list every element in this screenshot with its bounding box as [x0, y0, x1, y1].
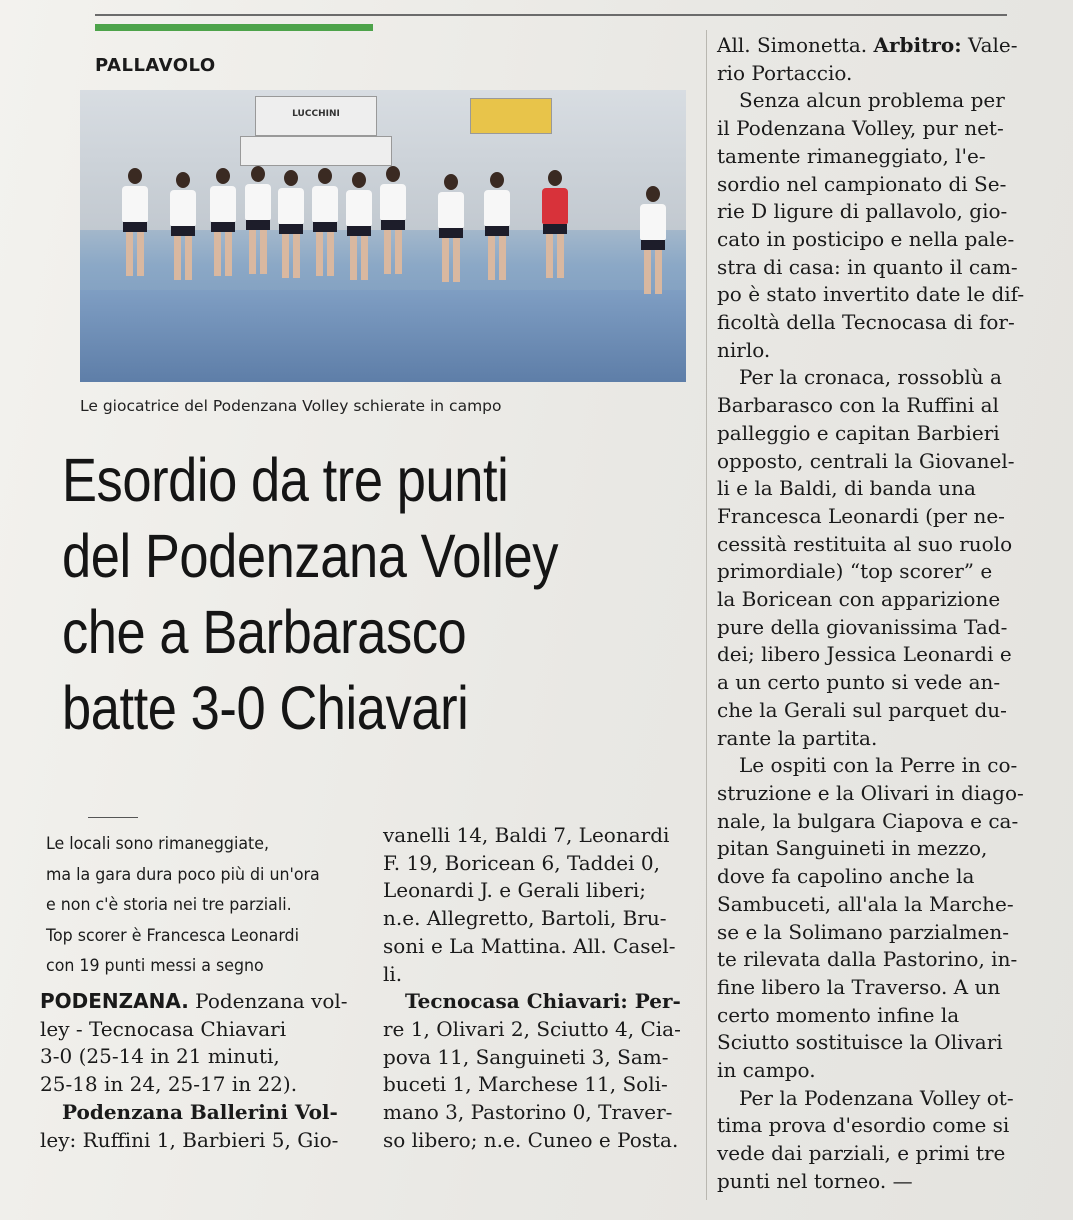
body-line: All. Simonetta. Arbitro: Vale- — [717, 33, 1018, 57]
body-line: mano 3, Pastorino 0, Traver- — [383, 1100, 673, 1125]
body-line: Barbarasco con la Ruffini al — [717, 393, 999, 418]
body-line: rie D ligure di pallavolo, gio- — [717, 199, 1008, 224]
body-line: dei; libero Jessica Leonardi e — [717, 642, 1012, 667]
body-line: Sambuceti, all'ala la Marche- — [717, 891, 1014, 916]
photo-floor — [80, 290, 686, 382]
body-line: pova 11, Sanguineti 3, Sam- — [383, 1044, 669, 1069]
body-line: nirlo. — [717, 337, 771, 362]
player-figure — [122, 168, 148, 276]
body-line: Senza alcun problema per — [739, 88, 1005, 113]
photo-caption: Le giocatrice del Podenzana Volley schierate in campo — [80, 397, 502, 415]
subhead-line: Top scorer è Francesca Leonardi — [46, 925, 299, 946]
player-figure — [312, 168, 338, 276]
section-label: PALLAVOLO — [95, 55, 216, 76]
body-line: n.e. Allegretto, Bartoli, Bru- — [383, 906, 667, 931]
body-line: stra di casa: in quanto il cam- — [717, 254, 1018, 279]
player-figure — [484, 172, 510, 280]
team-photo — [80, 90, 686, 382]
player-figure — [640, 186, 666, 294]
subhead-rule — [88, 817, 138, 818]
body-line: Le ospiti con la Perre in co- — [739, 753, 1018, 778]
body-line: Per la Podenzana Volley ot- — [739, 1085, 1014, 1110]
body-line: so libero; n.e. Cuneo e Posta. — [383, 1127, 679, 1152]
team-name-line: Podenzana Ballerini Vol- — [62, 1099, 338, 1124]
body-line: punti nel torneo. — — [717, 1168, 913, 1193]
player-figure — [278, 170, 304, 278]
body-line: Leonardi J. e Gerali liberi; — [383, 878, 647, 903]
photo-logo-banner — [470, 98, 552, 134]
dateline: PODENZANA. — [40, 989, 189, 1013]
body-line: soni e La Mattina. All. Casel- — [383, 933, 676, 958]
body-line: struzione e la Olivari in diago- — [717, 780, 1024, 805]
subhead-line: ma la gara dura poco più di un'ora — [46, 864, 320, 885]
body-line: cato in posticipo e nella pale- — [717, 226, 1015, 251]
player-figure-libero — [542, 170, 568, 278]
article-column-2 — [383, 822, 695, 1154]
body-line: vede dai parziali, e primi tre — [717, 1141, 1006, 1166]
photo-banner-text: LUCCHINI — [292, 109, 340, 119]
body-line: ley - Tecnocasa Chiavari — [40, 1016, 287, 1041]
player-figure — [438, 174, 464, 282]
body-line: pure della giovanissima Tad- — [717, 614, 1008, 639]
referee-label: Arbitro: — [873, 33, 962, 57]
article-column-1 — [40, 988, 350, 1154]
body-line: sordio nel campionato di Se- — [717, 171, 1007, 196]
top-rule — [95, 14, 1007, 16]
headline-line: Esordio da tre punti — [62, 446, 509, 514]
body-line: primordiale) “top scorer” e — [717, 559, 993, 584]
body-line: in campo. — [717, 1058, 816, 1083]
body-line: la Boricean con apparizione — [717, 587, 1001, 612]
body-line: Francesca Leonardi (per ne- — [717, 503, 1005, 528]
body-line: 3-0 (25-14 in 21 minuti, — [40, 1044, 280, 1069]
section-color-bar — [95, 24, 373, 31]
body-line: Sciutto sostituisce la Olivari — [717, 1030, 1003, 1055]
subheadline — [46, 829, 344, 982]
column-divider — [706, 30, 707, 1200]
subhead-line: e non c'è storia nei tre parziali. — [46, 895, 292, 915]
article-column-3 — [717, 32, 1053, 1196]
body-line: te rilevata dalla Pastorino, in- — [717, 947, 1018, 972]
body-line: tamente rimaneggiato, l'e- — [717, 143, 986, 168]
body-line: ley: Ruffini 1, Barbieri 5, Gio- — [40, 1127, 339, 1152]
body-line: il Podenzana Volley, pur net- — [717, 116, 1004, 141]
body-line: ficoltà della Tecnocasa di for- — [717, 310, 1015, 335]
subhead-line: con 19 punti messi a segno — [46, 956, 264, 976]
body-line: li. — [383, 961, 403, 986]
player-figure — [380, 166, 406, 274]
body-line: vanelli 14, Baldi 7, Leonardi — [383, 823, 670, 847]
body-line: F. 19, Boricean 6, Taddei 0, — [383, 850, 660, 875]
body-line: buceti 1, Marchese 11, Soli- — [383, 1072, 668, 1097]
headline-line: del Podenzana Volley — [62, 522, 559, 590]
headline-line: batte 3-0 Chiavari — [62, 674, 469, 742]
body-line: po è stato invertito date le dif- — [717, 282, 1025, 307]
body-line: Per la cronaca, rossoblù a — [739, 365, 1002, 390]
body-line: rante la partita. — [717, 725, 878, 750]
body-line: 25-18 in 24, 25-17 in 22). — [40, 1072, 298, 1097]
body-line: dove fa capolino anche la — [717, 864, 975, 889]
body-line: palleggio e capitan Barbieri — [717, 420, 1000, 445]
player-figure — [245, 166, 271, 274]
body-line: pitan Sanguineti in mezzo, — [717, 836, 988, 861]
body-line: Podenzana vol- — [188, 989, 348, 1013]
player-figure — [346, 172, 372, 280]
player-figure — [210, 168, 236, 276]
subhead-line: Le locali sono rimaneggiate, — [46, 834, 270, 854]
body-line: li e la Baldi, di banda una — [717, 476, 976, 501]
body-line: nale, la bulgara Ciapova e ca- — [717, 808, 1019, 833]
body-line: rio Portaccio. — [717, 60, 853, 85]
body-line: re 1, Olivari 2, Sciutto 4, Cia- — [383, 1016, 681, 1041]
body-line: cessità restituita al suo ruolo — [717, 531, 1013, 556]
body-line: che la Gerali sul parquet du- — [717, 697, 1007, 722]
body-line: a un certo punto si vede an- — [717, 670, 1001, 695]
headline — [62, 442, 612, 746]
photo-banner — [255, 96, 377, 136]
team-name-line: Tecnocasa Chiavari: Per- — [405, 989, 681, 1014]
body-line: certo momento infine la — [717, 1002, 960, 1027]
body-line: fine libero la Traverso. A un — [717, 974, 1001, 999]
photo-sponsor-board — [240, 136, 392, 166]
body-line: tima prova d'esordio come si — [717, 1113, 1010, 1138]
body-line: opposto, centrali la Giovanel- — [717, 448, 1015, 473]
body-line: se e la Solimano parzialmen- — [717, 919, 1010, 944]
player-figure — [170, 172, 196, 280]
headline-line: che a Barbarasco — [62, 598, 467, 666]
